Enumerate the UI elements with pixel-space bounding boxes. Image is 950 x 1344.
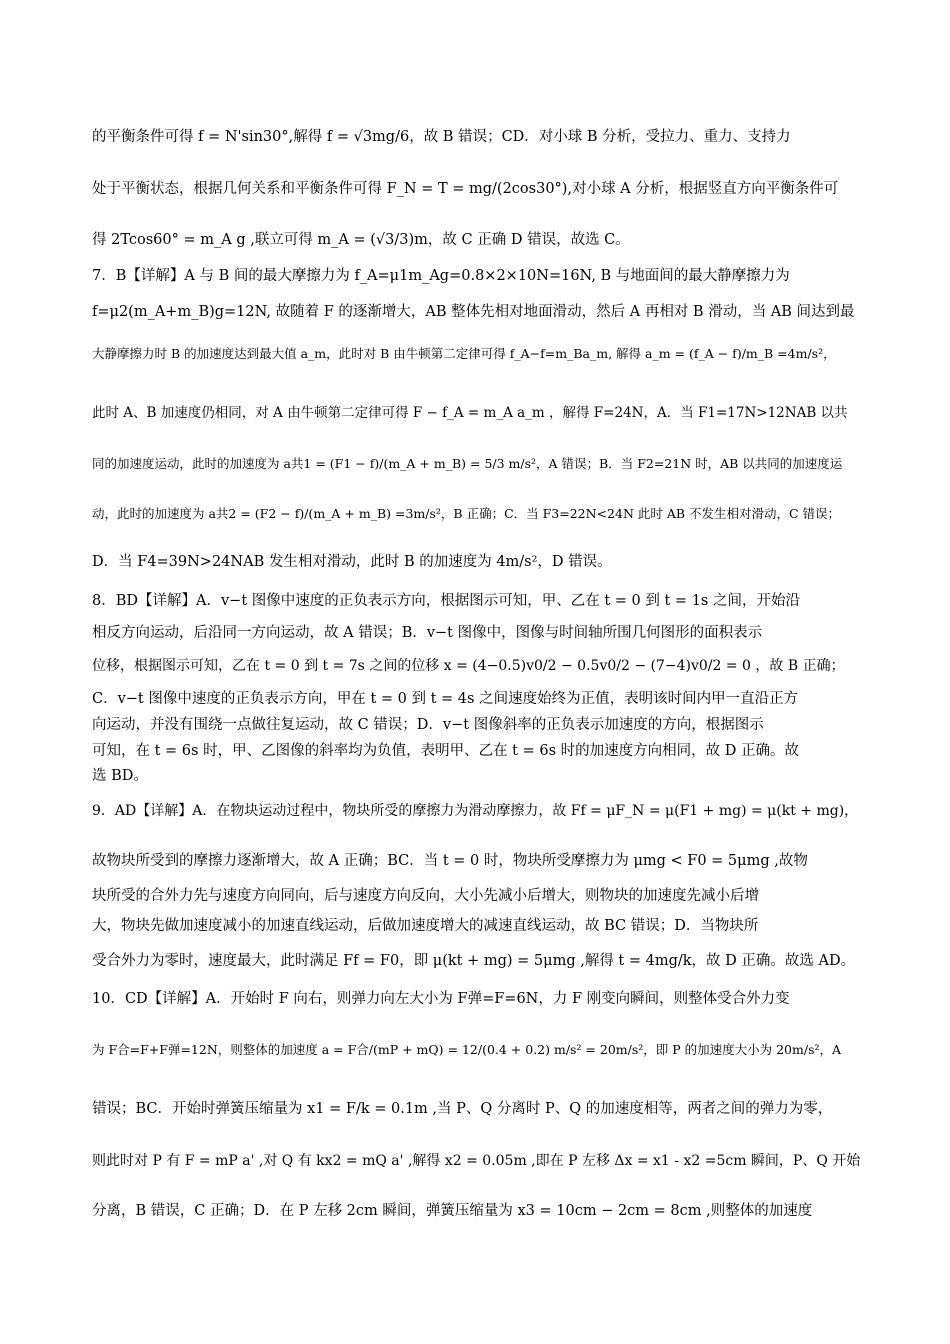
text-line: 则此时对 P 有 F = mP a' ,对 Q 有 kx2 = mQ a' ,解得 x2 = 0.05m ,即在 P 左移 Δx = x1 - x2 =5cm 瞬间，P、Q 开始	[92, 1153, 861, 1169]
text-line: 9．AD【详解】A．在物块运动过程中，物块所受的摩擦力为滑动摩擦力，故 Ff = μF_N = μ(F1 + mg) = μ(kt + mg)，	[92, 803, 859, 819]
text-line: 受合外力为零时，速度最大，此时满足 Ff = F0，即 μ(kt + mg) = 5μmg ,解得 t = 4mg/k，故 D 正确。故选 AD。	[92, 953, 856, 969]
text-line: 选 BD。	[92, 768, 148, 784]
text-line: 8．BD【详解】A．v−t 图像中速度的正负表示方向，根据图示可知，甲、乙在 t = 0 到 t = 1s 之间，开始沿	[92, 593, 800, 609]
text-line: 大静摩擦力时 B 的加速度达到最大值 a_m，此时对 B 由牛顿第二定律可得 f_A−f=m_Ba_m, 解得 a_m = (f_A − f)/m_B =4m/s²，	[92, 346, 836, 361]
text-line: 相反方向运动，后沿同一方向运动，故 A 错误；B．v−t 图像中，图像与时间轴所围几何图形的面积表示	[92, 625, 763, 641]
text-line: 动，此时的加速度为 a共2 = (F2 − f)/(m_A + m_B) =3m/s²，B 正确；C．当 F3=22N<24N 此时 AB 不发生相对滑动，C 错误；	[92, 506, 841, 521]
text-line: 位移，根据图示可知，乙在 t = 0 到 t = 7s 之间的位移 x = (4−0.5)v0/2 − 0.5v0/2 − (7−4)v0/2 = 0 ，故 B 正确；	[92, 658, 845, 674]
text-line: 向运动，并没有围绕一点做往复运动，故 C 错误；D．v−t 图像斜率的正负表示加速度的方向，根据图示	[92, 717, 764, 733]
text-line: 错误；BC．开始时弹簧压缩量为 x1 = F/k = 0.1m ,当 P、Q 分离时 P、Q 的加速度相等，两者之间的弹力为零，	[92, 1101, 833, 1117]
text-line: 10．CD【详解】A．开始时 F 向右，则弹力向左大小为 F弹=F=6N，力 F 刚变向瞬间，则整体受合外力变	[92, 991, 790, 1007]
text-line: 分离，B 错误，C 正确；D．在 P 左移 2cm 瞬间，弹簧压缩量为 x3 = 10cm − 2cm = 8cm ,则整体的加速度	[92, 1203, 813, 1219]
text-line: 为 F合=F+F弹=12N，则整体的加速度 a = F合/(mP + mQ) = 12/(0.4 + 0.2) m/s² = 20m/s²，即 P 的加速度大小为 20m/s²，A	[92, 1042, 842, 1057]
text-line: C．v−t 图像中速度的正负表示方向，甲在 t = 0 到 t = 4s 之间速度始终为正值，表明该时间内甲一直沿正方	[92, 691, 799, 707]
text-line: 故物块所受到的摩擦力逐渐增大，故 A 正确；BC．当 t = 0 时，物块所受摩擦力为 μmg < F0 = 5μmg ,故物	[92, 853, 808, 869]
text-line: 此时 A、B 加速度仍相同，对 A 由牛顿第二定律可得 F − f_A = m_A a_m ，解得 F=24N，A．当 F1=17N>12NAB 以共	[92, 405, 848, 421]
text-line: 大，物块先做加速度减小的加速直线运动，后做加速度增大的减速直线运动，故 BC 错误；D．当物块所	[92, 918, 759, 934]
text-line: 得 2Tcos60° = m_A g ,联立可得 m_A = (√3/3)m，故 C 正确 D 错误，故选 C。	[92, 232, 630, 248]
text-line: 的平衡条件可得 f = N'sin30°,解得 f = √3mg/6，故 B 错误；CD．对小球 B 分析，受拉力、重力、支持力	[92, 129, 791, 145]
text-line: 同的加速度运动，此时的加速度为 a共1 = (F1 − f)/(m_A + m_B) = 5/3 m/s²，A 错误；B．当 F2=21N 时，AB 以共同的加速度运	[92, 456, 843, 471]
text-line: 7．B【详解】A 与 B 间的最大摩擦力为 f_A=μ1m_Ag=0.8×2×10N=16N, B 与地面间的最大静摩擦力为	[92, 268, 790, 284]
text-line: D．当 F4=39N>24NAB 发生相对滑动，此时 B 的加速度为 4m/s²，D 错误。	[92, 554, 612, 570]
text-line: f=μ2(m_A+m_B)g=12N, 故随着 F 的逐渐增大，AB 整体先相对地面滑动，然后 A 再相对 B 滑动，当 AB 间达到最	[92, 304, 855, 320]
text-line: 块所受的合外力先与速度方向同向，后与速度方向反向，大小先减小后增大，则物块的加速度先减小后增	[92, 888, 759, 904]
text-line: 处于平衡状态，根据几何关系和平衡条件可得 F_N = T = mg/(2cos30°),对小球 A 分析，根据竖直方向平衡条件可	[92, 181, 839, 197]
text-line: 可知，在 t = 6s 时，甲、乙图像的斜率均为负值，表明甲、乙在 t = 6s 时的加速度方向相同，故 D 正确。故	[92, 743, 799, 759]
